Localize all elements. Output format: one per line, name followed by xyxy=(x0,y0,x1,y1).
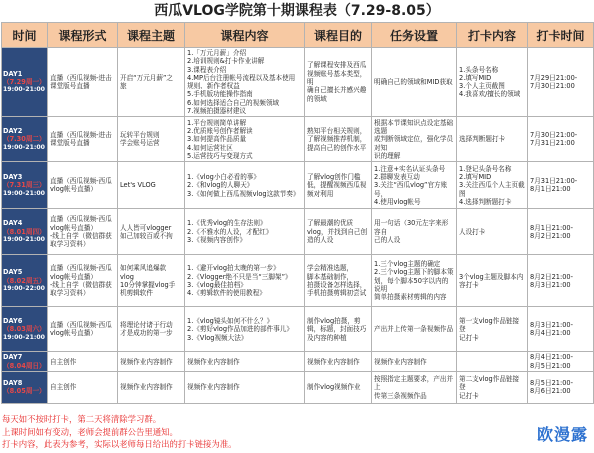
cell-line: 了解课程安排及西瓜 xyxy=(307,61,367,70)
day-date: （8.02周五） xyxy=(3,276,46,285)
cell-line: 3.个人主页截图 xyxy=(459,82,505,91)
cell-line: vlog帐号直播） xyxy=(50,329,97,338)
cell-line: 1.平台规则简单讲解 xyxy=(187,118,247,127)
checktime-cell xyxy=(528,209,594,255)
topic-cell xyxy=(118,371,185,403)
cell-line: 2.《不雅水的人设，才配红》 xyxy=(187,227,273,236)
schedule-body xyxy=(2,48,594,404)
header-topic: 课程主题 xyxy=(118,23,185,48)
header-row xyxy=(2,23,594,48)
cell-line: vlog帐号直播） xyxy=(50,223,97,232)
cell-line: 视频作业内容制作 xyxy=(187,383,240,392)
cell-line: 取学习资料） xyxy=(50,240,90,249)
cell-line: 2.《和vlog的人聊天》 xyxy=(187,181,254,190)
cell-line: 拍摄设备怎样选择， xyxy=(307,280,367,289)
cell-line: 4.MP后台注册帐号流程以及基本使用 xyxy=(187,73,296,82)
cell-line: 8月4日21:00 xyxy=(530,329,571,338)
topic-cell xyxy=(118,255,185,307)
day-cell xyxy=(2,307,48,352)
cell-line: 1.「万元月薪」介绍 xyxy=(187,49,247,57)
cell-line: 2.《剪好vlog作品加进的部件事儿》 xyxy=(187,325,293,334)
cell-line: 取学习资料） xyxy=(50,289,90,298)
cell-line: vlog xyxy=(120,272,134,281)
cell-line: 学会精准选题， xyxy=(307,264,354,273)
cell-line: 视频作业内容制作 xyxy=(120,357,173,366)
checkin-cell xyxy=(457,255,528,307)
cell-line: 学会账号运营 xyxy=(120,139,160,148)
cell-line: 的领域 xyxy=(307,94,327,103)
day-name: DAY2 xyxy=(3,126,23,135)
cell-line: 旅 xyxy=(120,82,127,91)
cell-line: 2.群聊发表互动 xyxy=(374,172,420,181)
cell-line: 6.如何选择适合自己的视频领域 xyxy=(187,98,280,107)
content-cell xyxy=(185,255,305,307)
cell-line: 直播（西瓜视频-西瓜 xyxy=(50,215,112,224)
cell-line: 确自己擅长并感兴趣 xyxy=(307,86,367,95)
cell-line: 8月4日21:00- xyxy=(530,353,573,362)
day-time: 19:00-22:00 xyxy=(3,285,45,293)
cell-line: 课堂版号直播 xyxy=(50,82,90,91)
cell-line: 课堂版号直播 xyxy=(50,139,90,148)
topic-cell xyxy=(118,352,185,372)
cell-line: 8月2日21:00- xyxy=(530,272,573,281)
cell-line: 了解最潮的优质 xyxy=(307,219,354,228)
form-cell xyxy=(48,307,118,352)
cell-line: 视频作业内容制作 xyxy=(187,357,240,366)
topic-cell xyxy=(118,117,185,162)
purpose-cell xyxy=(305,209,372,255)
checktime-cell xyxy=(528,307,594,352)
cell-line: 直播（西瓜视频-西瓜 xyxy=(50,177,112,186)
cell-line: 2.《Vlogger绝不只是当“三脚架”》 xyxy=(187,272,292,281)
cell-line: 将理论付诸于行动 xyxy=(120,321,173,330)
form-cell xyxy=(48,352,118,372)
cell-line: 视频作业内容制作 xyxy=(307,357,360,366)
day-name: DAY1 xyxy=(3,69,23,78)
purpose-cell xyxy=(305,117,372,162)
schedule-row xyxy=(2,371,594,403)
day-date: （7.29周一） xyxy=(3,78,46,87)
cell-line: 提高自己的创作水平 xyxy=(307,143,367,152)
content-cell xyxy=(185,307,305,352)
cell-line: 8月3日21:00 xyxy=(530,280,571,289)
cell-line: 4.我喜欢/擅长的领域 xyxy=(459,90,521,99)
cell-line: 7.视频拍摄器材建议 xyxy=(187,107,247,116)
checkin-cell xyxy=(457,209,528,255)
cell-line: 选择判断题打卡 xyxy=(459,135,506,144)
day-time: 19:00-21:00 xyxy=(3,143,45,151)
cell-line: 开启“万元月薪”之 xyxy=(120,73,173,82)
cell-line: 2.三个vlog主题下的脚本策 xyxy=(374,268,454,277)
cell-line: -线上自学（微信群获 xyxy=(50,280,112,289)
cell-line: 产出并上传第一条视频作品 xyxy=(374,325,454,334)
day-cell xyxy=(2,352,48,372)
cell-line: 造的人设 xyxy=(307,236,334,245)
header-content: 课程内容 xyxy=(185,23,305,48)
cell-line: 1.《vlog镜头如何不什么？》 xyxy=(187,316,274,325)
header-purpose: 课程目的 xyxy=(305,23,372,48)
note-line: 打卡内容，此表为参考，实际以老师每日给出的打卡链接为准。 xyxy=(2,439,237,449)
cell-line: 直播（西瓜视频-西瓜 xyxy=(50,264,112,273)
content-cell xyxy=(185,209,305,255)
cell-line: 手机拍摄剪辑初尝试 xyxy=(307,289,367,298)
cell-line: vlog帐号直播） xyxy=(50,272,97,281)
cell-line: 7月30日21:00 xyxy=(530,82,575,91)
checkin-cell xyxy=(457,48,528,117)
cell-line: 及内容的种植 xyxy=(307,333,347,342)
content-cell xyxy=(185,48,305,117)
cell-line: 第一支vlog作品链接登 xyxy=(459,316,520,334)
task-cell xyxy=(372,117,457,162)
purpose-cell xyxy=(305,162,372,209)
cell-line: 8月3日21:00- xyxy=(530,321,573,330)
cell-line: 己的人设 xyxy=(374,236,401,245)
day-cell xyxy=(2,117,48,162)
form-cell xyxy=(48,117,118,162)
watermark-logo: 欧漫露 xyxy=(536,425,588,444)
day-name: DAY5 xyxy=(3,268,23,277)
cell-line: 3.如何提高作品质量 xyxy=(187,135,247,144)
checkin-cell xyxy=(457,117,528,162)
schedule-table xyxy=(1,22,594,404)
cell-line: 如己加较百或不拘 xyxy=(120,231,173,240)
cell-line: 才是成功的第一步 xyxy=(120,329,173,338)
cell-line: 记打卡 xyxy=(459,333,479,342)
form-cell xyxy=(48,162,118,209)
cell-line: 3.《vlog最佳拍档》 xyxy=(187,280,247,289)
form-cell xyxy=(48,209,118,255)
day-date: （8.01周四） xyxy=(3,227,46,236)
cell-line: 3.关注“西瓜vlog”官方账号， xyxy=(374,181,448,198)
header-time: 时间 xyxy=(2,23,48,48)
cell-line: 10分钟掌握vlog手 xyxy=(120,280,176,289)
cell-line: 1.三个vlog主题的确定 xyxy=(374,260,441,269)
cell-line: 视频作业内容制作 xyxy=(374,357,427,366)
cell-line: 传第三条视频作品 xyxy=(374,391,427,400)
cell-line: 3.《如何做上西瓜视频vlog这款节奏》 xyxy=(187,189,300,198)
cell-line: vlog，并找到自己创 xyxy=(307,227,368,236)
cell-line: 低，提醒视频西瓜视 xyxy=(307,181,367,190)
purpose-cell xyxy=(305,48,372,117)
header-checkin: 打卡内容 xyxy=(457,23,528,48)
day-date: （8.03周六） xyxy=(3,325,46,334)
cell-line: 8月6日21:00 xyxy=(530,387,571,396)
cell-line: 直播（西瓜视频-进击 xyxy=(50,131,112,140)
day-date: （8.05周一） xyxy=(3,387,46,396)
schedule-row xyxy=(2,307,594,352)
cell-line: 1.注意+实名认证头条号 xyxy=(374,164,446,173)
cell-line: 7月29日21:00- xyxy=(530,73,578,82)
cell-line: 8月5日21:00 xyxy=(530,361,571,370)
cell-line: 4.使用vlog帐号 xyxy=(374,197,421,206)
cell-line: 3.课程表介绍 xyxy=(187,65,227,74)
cell-line: 2.填写MID xyxy=(459,172,492,181)
cell-line: 3.《视频内容创作》 xyxy=(187,236,247,245)
day-date: （8.04周日） xyxy=(3,361,46,370)
cell-line: 明确自己的领域和MID获取 xyxy=(374,78,453,87)
cell-line: 2.优质账号创作者解读 xyxy=(187,126,253,135)
cell-line: vlog帐号直播） xyxy=(50,185,97,194)
cell-line: 5.手机版功能操作指南 xyxy=(187,90,253,99)
cell-line: 人设打卡 xyxy=(459,227,486,236)
checktime-cell xyxy=(528,117,594,162)
cell-line: 人人皆可vlogger xyxy=(120,223,172,232)
day-cell xyxy=(2,255,48,307)
note-line: 上课时间如有变动，老师会提前群公告里通知。 xyxy=(2,426,178,437)
header-checktime: 打卡时间 xyxy=(528,23,594,48)
cell-line: 自主创作 xyxy=(50,383,77,392)
topic-cell xyxy=(118,307,185,352)
day-cell xyxy=(2,48,48,117)
cell-line: 1.登记头条号名称 xyxy=(459,164,512,173)
day-time: 19:00-21:00 xyxy=(3,189,45,197)
topic-cell xyxy=(118,162,185,209)
day-cell xyxy=(2,209,48,255)
cell-line: 制作vlog拍摄，剪 xyxy=(307,316,361,325)
task-cell xyxy=(372,307,457,352)
cell-line: Let's VLOG xyxy=(120,181,156,190)
cell-line: 或判断领域定位，强化学员对知 xyxy=(374,135,454,152)
cell-line: 根据本节课知识点设定基础选题 xyxy=(374,118,454,135)
day-cell xyxy=(2,371,48,403)
purpose-cell xyxy=(305,307,372,352)
cell-line: 7月30日21:00- xyxy=(530,131,578,140)
topic-cell xyxy=(118,209,185,255)
cell-line: 第二支vlog作品链接登 xyxy=(459,375,520,392)
form-cell xyxy=(48,255,118,307)
cell-line: 自主创作 xyxy=(50,357,77,366)
cell-line: 记打卡 xyxy=(459,391,479,400)
schedule-row xyxy=(2,117,594,162)
cell-line: 7月31日21:00 xyxy=(530,139,575,148)
cell-line: 用一句话（30元左字来形容自 xyxy=(374,219,449,236)
task-cell xyxy=(372,48,457,117)
checkin-cell xyxy=(457,307,528,352)
cell-line: 机剪辑软件 xyxy=(120,289,153,298)
day-time: 19:00-21:00 xyxy=(3,333,45,341)
cell-line: 8月1日21:00 xyxy=(530,185,571,194)
day-date: （7.30周二） xyxy=(3,135,46,144)
cell-line: 识的理解 xyxy=(374,151,401,160)
header-form: 课程形式 xyxy=(48,23,118,48)
task-cell xyxy=(372,209,457,255)
cell-line: 1.头条号名称 xyxy=(459,65,499,74)
schedule-row xyxy=(2,352,594,372)
task-cell xyxy=(372,352,457,372)
schedule-row xyxy=(2,48,594,117)
checkin-cell xyxy=(457,352,528,372)
cell-line: 8月1日21:00- xyxy=(530,223,573,232)
cell-line: 按照指定主题要求，产出并上 xyxy=(374,375,454,392)
cell-line: 1.《优秀vlog的生存法则》 xyxy=(187,219,267,228)
day-name: DAY4 xyxy=(3,219,23,228)
cell-line: 2.培训规则&打卡作业讲解 xyxy=(187,57,265,66)
note-line: 每天如不按时打卡，第二天将清除学习群。 xyxy=(2,414,162,424)
form-cell xyxy=(48,48,118,117)
checkin-cell xyxy=(457,371,528,403)
day-time: 19:00-21:00 xyxy=(3,86,45,94)
notes xyxy=(2,413,502,451)
cell-line: 3.《Vlog视频大法》 xyxy=(187,333,248,342)
schedule-row xyxy=(2,255,594,307)
cell-line: 视频作业内容制作 xyxy=(120,383,173,392)
cell-line: 4.《剪辑软件的使用教程》 xyxy=(187,289,266,298)
schedule-row xyxy=(2,162,594,209)
day-name: DAY8 xyxy=(3,379,23,388)
cell-line: 熟知平台相关规则， xyxy=(307,126,367,135)
header-task: 任务设置 xyxy=(372,23,457,48)
topic-cell xyxy=(118,48,185,117)
page-title: 西瓜VLOG学院第十期课程表（7.29-8.05） xyxy=(154,3,440,19)
cell-line: 简单拍摄素材剪辑的内容 xyxy=(374,293,447,302)
day-cell xyxy=(2,162,48,209)
cell-line: 玩转平台规则 xyxy=(120,131,160,140)
schedule-row xyxy=(2,209,594,255)
purpose-cell xyxy=(305,371,372,403)
cell-line: 容打卡 xyxy=(459,280,479,289)
day-name: DAY7 xyxy=(3,353,23,362)
cell-line: 制作vlog视频作业 xyxy=(307,383,361,392)
cell-line: 3个vlog主题及脚本内 xyxy=(459,272,524,281)
day-time: 19:00-21:00 xyxy=(3,236,45,244)
cell-line: 1.《避开vlog拍太晚的第一步》 xyxy=(187,264,280,273)
checktime-cell xyxy=(528,371,594,403)
cell-line: 直播（西瓜视频-进击 xyxy=(50,73,112,82)
checktime-cell xyxy=(528,48,594,117)
cell-line: 频对利用 xyxy=(307,189,334,198)
checktime-cell xyxy=(528,255,594,307)
content-cell xyxy=(185,117,305,162)
cell-line: 5.运营技巧与变现方式 xyxy=(187,151,253,160)
purpose-cell xyxy=(305,255,372,307)
task-cell xyxy=(372,162,457,209)
checktime-cell xyxy=(528,162,594,209)
cell-line: 1.《vlog小白必看的事》 xyxy=(187,172,260,181)
day-date: （7.31周三） xyxy=(3,181,46,190)
cell-line: 7月31日21:00- xyxy=(530,177,578,186)
cell-line: 8月5日21:00- xyxy=(530,379,573,388)
content-cell xyxy=(185,371,305,403)
day-name: DAY6 xyxy=(3,316,23,325)
cell-line: 脚本基础制作， xyxy=(307,272,354,281)
content-cell xyxy=(185,162,305,209)
day-name: DAY3 xyxy=(3,172,23,181)
cell-line: 了解视频推荐机制， xyxy=(307,135,367,144)
cell-line: 8月2日21:00 xyxy=(530,231,571,240)
cell-line: 了解vlog创作门槛 xyxy=(307,172,361,181)
cell-line: 直播（西瓜视频-西瓜 xyxy=(50,321,112,330)
cell-line: 4.如何运营社区 xyxy=(187,143,233,152)
checktime-cell xyxy=(528,352,594,372)
cell-line: 辑，标题，封面技巧 xyxy=(307,325,367,334)
cell-line: 2.填写MID xyxy=(459,73,492,82)
form-cell xyxy=(48,371,118,403)
content-cell xyxy=(185,352,305,372)
cell-line: -线上自学（微信群获 xyxy=(50,231,112,240)
task-cell xyxy=(372,371,457,403)
cell-line: 划，每个脚本50字以内的说明 xyxy=(374,276,449,294)
checkin-cell xyxy=(457,162,528,209)
cell-line: 视频账号基本类型，明 xyxy=(307,69,367,87)
task-cell xyxy=(372,255,457,307)
cell-line: 3.关注西瓜个人主页截图 xyxy=(459,181,525,198)
cell-line: 如何乘风追爆款 xyxy=(120,264,167,273)
cell-line: 规则、新作者权益 xyxy=(187,82,240,91)
purpose-cell xyxy=(305,352,372,372)
cell-line: 4.选择判断题打卡 xyxy=(459,197,512,206)
